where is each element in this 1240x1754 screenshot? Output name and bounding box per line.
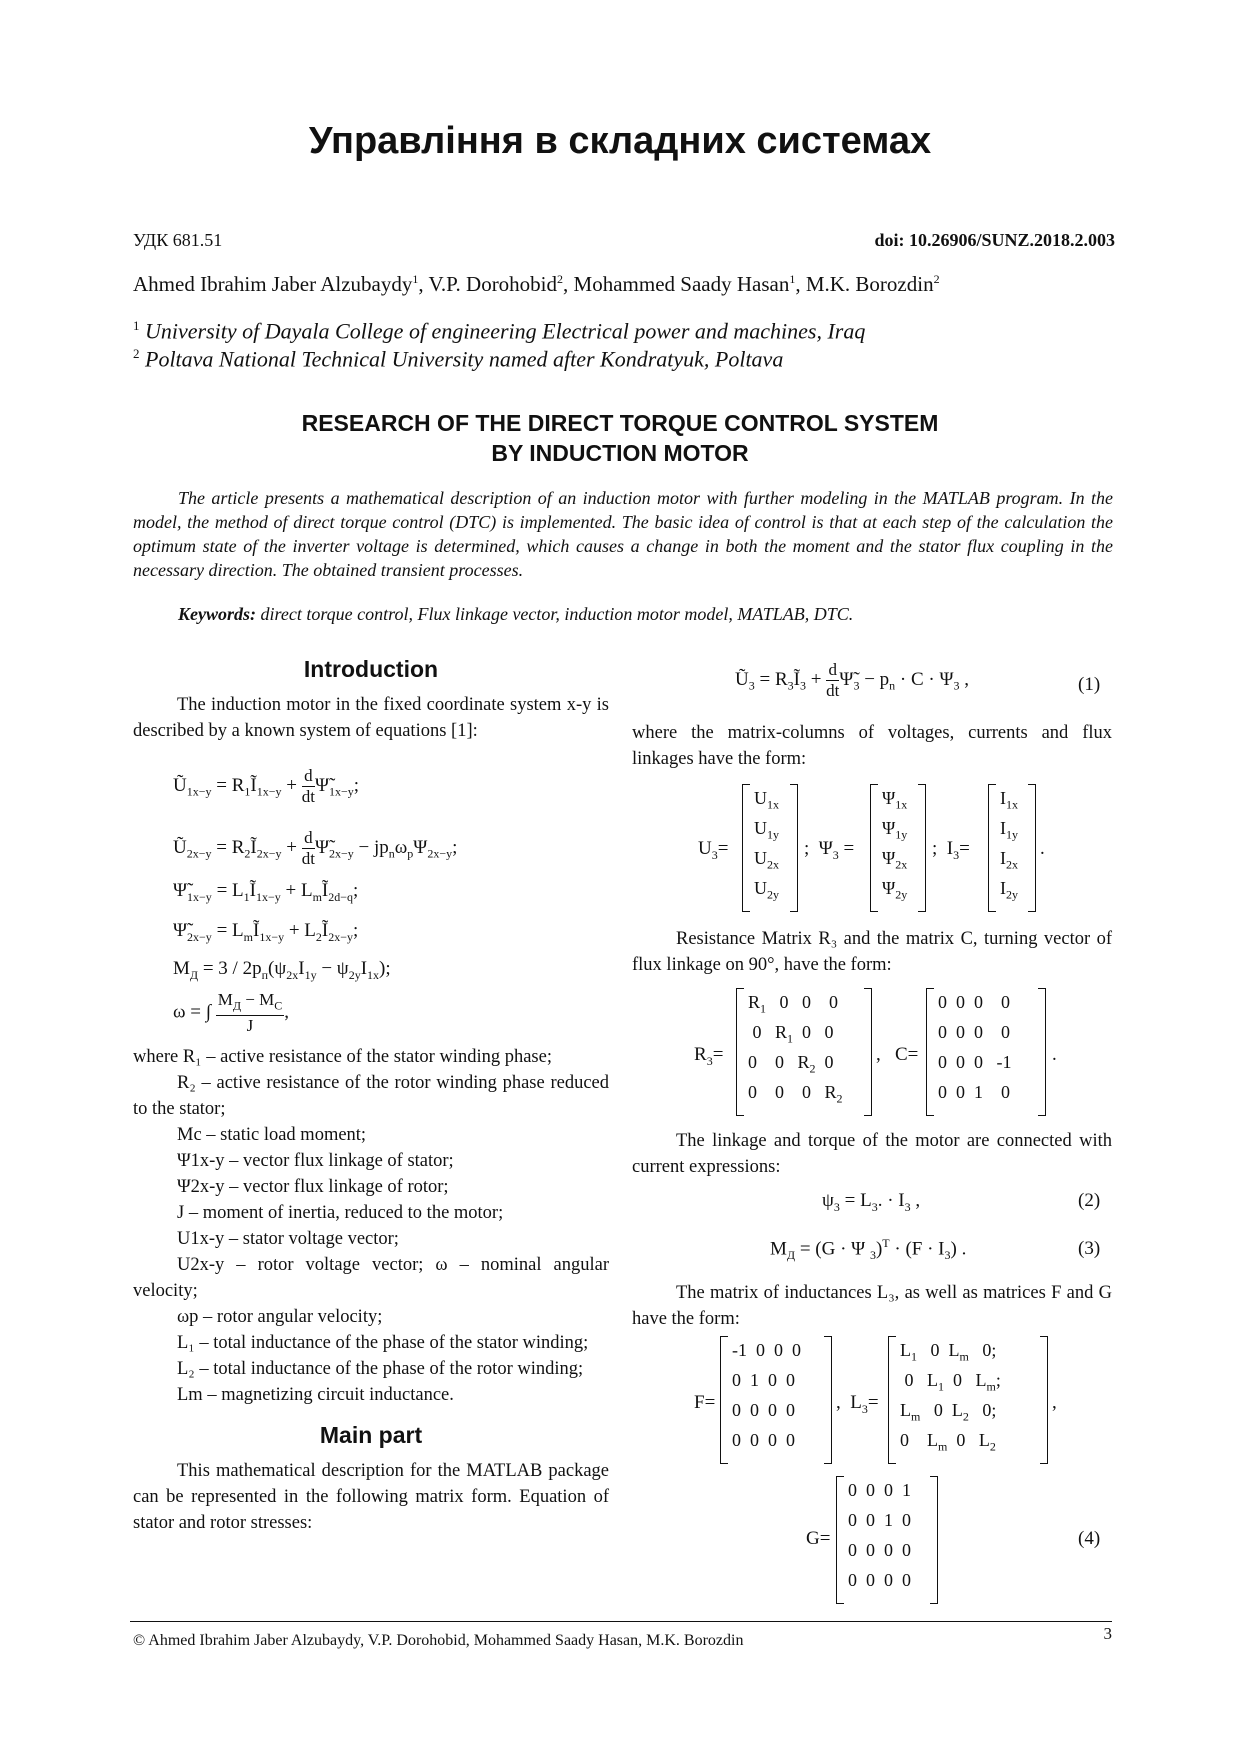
def-l2: L₂ – total inductance of the phase of the rotor winding; [177, 1359, 584, 1379]
c-cell: 0 [938, 992, 947, 1012]
equation-speed: ω = ∫ $\frac{M_Д - M_C}{J}$ , [173, 990, 289, 1036]
author-3-affil: 1 [789, 272, 796, 286]
right-para-2 [632, 926, 1112, 978]
g-cell: 0 [884, 1540, 893, 1560]
def-mc: Mс – static load moment; [177, 1125, 367, 1145]
g-cell: 0 [902, 1510, 911, 1530]
def-omega-p: ωр – rotor angular velocity; [177, 1307, 383, 1327]
c-cell: -1 [996, 1052, 1012, 1072]
equation-stator-flux: $\Psĩ_{1x-y}$ = $L_1Ĩ_{1x-y}$ + $L_mĨ_{2d-q}$; [173, 880, 359, 904]
equation-3-number: (3) [1078, 1238, 1101, 1259]
equation-rotor-voltage: $Ũ_{2x-y}$ = $R_2Ĩ_{2x-y}$ + $\frac{d}{dt}$ $\Psĩ_{2x-y} - jp_n\omega_p\Psi_{2x-y}$; [173, 828, 458, 868]
affiliation-1-text: University of Dayala College of engineering Electrical power and machines, Iraq [139, 318, 866, 344]
equation-stator-voltage: $Ũ_{1x-y}$ = $R_1Ĩ_{1x-y}$ + $\frac{d}{dt}$ $\Psĩ_{1x-y}$; [173, 766, 360, 806]
author-3: , Mohammed Saady Hasan [563, 272, 790, 296]
g-cell: 0 [866, 1570, 875, 1590]
c-cell: 0 [956, 1082, 965, 1102]
c-cell: 0 [956, 1022, 965, 1042]
f-cell: 0 [768, 1430, 777, 1450]
c-cell: 0 [938, 1022, 947, 1042]
g-cell: 1 [884, 1510, 893, 1530]
psi3-matrix: $\Psi_{1x}$ $\Psi_{1y}$ $\Psi_{2x}$ $\Psi_{2y}$ [870, 784, 926, 912]
main-part-heading: Main part [319, 1422, 423, 1448]
c-matrix [926, 988, 1046, 1116]
equation-1: $Ũ_3$ = $R_3Ĩ_3$ + $\frac{d}{dt}$ $\Psĩ_3 - p_n \cdot C \cdot \Psi_3$ , [735, 660, 970, 700]
f-cell: 1 [750, 1370, 759, 1390]
def-j: J – moment of inertia, reduced to the motor; [177, 1203, 504, 1223]
intro-heading: Introduction [303, 656, 439, 682]
g-cell: 1 [902, 1480, 911, 1500]
affiliation-1 [133, 318, 865, 344]
u3-label: $U_3=$ [698, 838, 729, 862]
g-label: G= [806, 1528, 831, 1549]
c-cell: 0 [1001, 1082, 1010, 1102]
intro-paragraph: The induction motor in the fixed coordinate system x-y is described by a known system of equations [1]: [133, 695, 609, 741]
c-cell: 0 [974, 992, 983, 1012]
resistance-matrix-text: Resistance Matrix R₃ and the matrix C, turning vector of flux linkage on 90°, have the form: [632, 929, 1112, 975]
author-2-affil: 2 [557, 272, 564, 286]
right-para-4 [632, 1280, 1112, 1332]
f-cell: 0 [786, 1400, 795, 1420]
g-cell: 0 [902, 1540, 911, 1560]
f-cell: 0 [750, 1430, 759, 1450]
c-cell: 0 [1001, 1022, 1010, 1042]
keywords-label: Keywords: [178, 604, 256, 624]
author-2: , V.P. Dorohobid [418, 272, 558, 296]
c-cell: 0 [974, 1052, 983, 1072]
abstract: The article presents a mathematical description of an induction motor with further modeling in the MATLAB program. In the model, the method of direct torque control (DTC) is implemented. The basic idea of control is that at each step of the calculation the optimum state of the inverter voltage is determined, which causes a change in both the moment and the stator flux coupling in the necessary direction. The obtained transient processes. [133, 488, 1113, 580]
paper-title [0, 408, 1240, 468]
footer-copyright: © Ahmed Ibrahim Jaber Alzubaydy, V.P. Dorohobid, Mohammed Saady Hasan, M.K. Borozdin [133, 1632, 744, 1649]
f-cell: 0 [756, 1340, 765, 1360]
affiliation-2-num: 2 [133, 346, 140, 361]
f-cell: 0 [732, 1400, 741, 1420]
r3-label: $R_3=$ [694, 1044, 724, 1068]
doi[interactable]: doi: 10.26906/SUNZ.2018.2.003 [874, 230, 1115, 250]
r3-matrix: $R_1$ 0 0 0 0 $R_1$ 0 0 0 0 $R_2$ 0 0 0 0 $R_2$ [736, 988, 872, 1116]
f-cell: 0 [786, 1370, 795, 1390]
main-part-paragraph: This mathematical description for the MATLAB package can be represented in the following matrix form. Equation of stator and rotor stresses: [133, 1461, 609, 1533]
def-r1: where R₁ – active resistance of the stator winding phase; [133, 1047, 552, 1067]
g-cell: 0 [848, 1480, 857, 1500]
keywords-text: direct torque control, Flux linkage vector, induction motor model, MATLAB, DTC. [256, 604, 854, 624]
g-cell: 0 [848, 1570, 857, 1590]
c-cell: 0 [974, 1022, 983, 1042]
def-l1: L₁ – total inductance of the phase of the stator winding; [177, 1333, 589, 1353]
c-cell: 0 [938, 1052, 947, 1072]
equation-4-number: (4) [1078, 1528, 1101, 1549]
f-cell: 0 [732, 1430, 741, 1450]
equation-1-number: (1) [1078, 674, 1101, 695]
u3-matrix: $U_{1x}$ $U_{1y}$ $U_{2x}$ $U_{2y}$ [742, 784, 798, 912]
f-cell: 0 [786, 1430, 795, 1450]
def-lm: Lm – magnetizing circuit inductance. [177, 1385, 454, 1405]
g-matrix [836, 1476, 938, 1604]
c-cell: 0 [956, 1052, 965, 1072]
g-cell: 0 [848, 1510, 857, 1530]
equation-2: $\psi_3 = L_3$. · $I_3$ , [822, 1190, 921, 1214]
l3-matrix: $L_1$ 0 $L_m$ 0; 0 $L_1$ 0 $L_m$; $L_m$ 0 $L_2$ 0; 0 $L_m$ 0 $L_2$ [888, 1336, 1048, 1464]
g-cell: 0 [866, 1480, 875, 1500]
c-label: , C= [876, 1044, 919, 1065]
author-1: Ahmed Ibrahim Jaber Alzubaydy [133, 272, 413, 296]
affiliation-2 [133, 346, 783, 372]
f-label: F= [694, 1392, 716, 1413]
page-number: 3 [1103, 1624, 1112, 1643]
g-cell: 0 [902, 1570, 911, 1590]
f-cell: 0 [774, 1340, 783, 1360]
fl3-comma: , [1052, 1392, 1057, 1413]
author-4: , M.K. Borozdin [795, 272, 934, 296]
paper-title-line-2: BY INDUCTION MOTOR [491, 440, 749, 466]
left-column-intro [133, 656, 609, 744]
c-cell: 0 [956, 992, 965, 1012]
f-cell: 0 [732, 1370, 741, 1390]
g-cell: 0 [848, 1540, 857, 1560]
paper-title-line-1: RESEARCH OF THE DIRECT TORQUE CONTROL SYSTEM [301, 410, 939, 436]
f-cell: -1 [732, 1340, 747, 1360]
left-column-definitions [133, 1044, 609, 1536]
right-para-3 [632, 1128, 1112, 1180]
c-cell: 0 [938, 1082, 947, 1102]
author-4-affil: 2 [933, 272, 940, 286]
def-psi2: Ψ2x-y – vector flux linkage of rotor; [177, 1177, 449, 1197]
g-cell: 0 [884, 1480, 893, 1500]
def-u1: U1x-y – stator voltage vector; [177, 1229, 399, 1249]
equation-torque: $M_Д = 3 / 2p_п(\psi_{2x}I_{1y} - \psi_{2y}I_{1x})$; [173, 958, 391, 982]
f-cell: 0 [768, 1400, 777, 1420]
def-r2: R₂ – active resistance of the rotor winding phase reduced to the stator; [133, 1073, 609, 1119]
vectors-period: . [1040, 838, 1045, 859]
i3-label: ; $I_3=$ [932, 838, 970, 862]
udk-code: УДК 681.51 [133, 230, 223, 250]
c-cell: 0 [1001, 992, 1010, 1012]
rc-period: . [1052, 1044, 1057, 1065]
inductance-matrix-text: The matrix of inductances L₃, as well as matrices F and G have the form: [632, 1283, 1112, 1329]
journal-section-title: Управління в складних системах [308, 120, 932, 162]
columns-form-text: where the matrix-columns of voltages, currents and flux linkages have the form: [632, 723, 1112, 769]
right-para-1 [632, 720, 1112, 772]
equation-rotor-flux: $\Psĩ_{2x-y}$ = $L_mĨ_{1x-y}$ + $L_2Ĩ_{2x-y}$; [173, 920, 359, 944]
f-cell: 0 [768, 1370, 777, 1390]
psi3-label: ; $\Psi_3$ = [804, 838, 855, 862]
g-cell: 0 [884, 1570, 893, 1590]
authors-line [133, 272, 940, 297]
def-u2: U2x-y – rotor voltage vector; ω – nominal angular velocity; [133, 1255, 609, 1301]
f-cell: 0 [792, 1340, 801, 1360]
equation-2-number: (2) [1078, 1190, 1101, 1211]
f-cell: 0 [750, 1400, 759, 1420]
equation-3: $M_Д = (G \cdot \Psi$ $_3)^T \cdot (F \cdot I_3)$ . [770, 1236, 967, 1263]
linkage-torque-text: The linkage and torque of the motor are connected with current expressions: [632, 1131, 1112, 1177]
affiliation-1-num: 1 [133, 318, 140, 333]
affiliation-2-text: Poltava National Technical University named after Kondratyuk, Poltava [139, 346, 784, 372]
c-cell: 1 [974, 1082, 983, 1102]
footer-divider [130, 1621, 1112, 1622]
i3-matrix: $I_{1x}$ $I_{1y}$ $I_{2x}$ $I_{2y}$ [988, 784, 1036, 912]
g-cell: 0 [866, 1510, 875, 1530]
g-cell: 0 [866, 1540, 875, 1560]
def-psi1: Ψ1x-y – vector flux linkage of stator; [177, 1151, 454, 1171]
author-1-affil: 1 [412, 272, 419, 286]
f-matrix [720, 1336, 832, 1464]
l3-label: , $L_3=$ [836, 1392, 879, 1416]
keywords [178, 604, 853, 625]
